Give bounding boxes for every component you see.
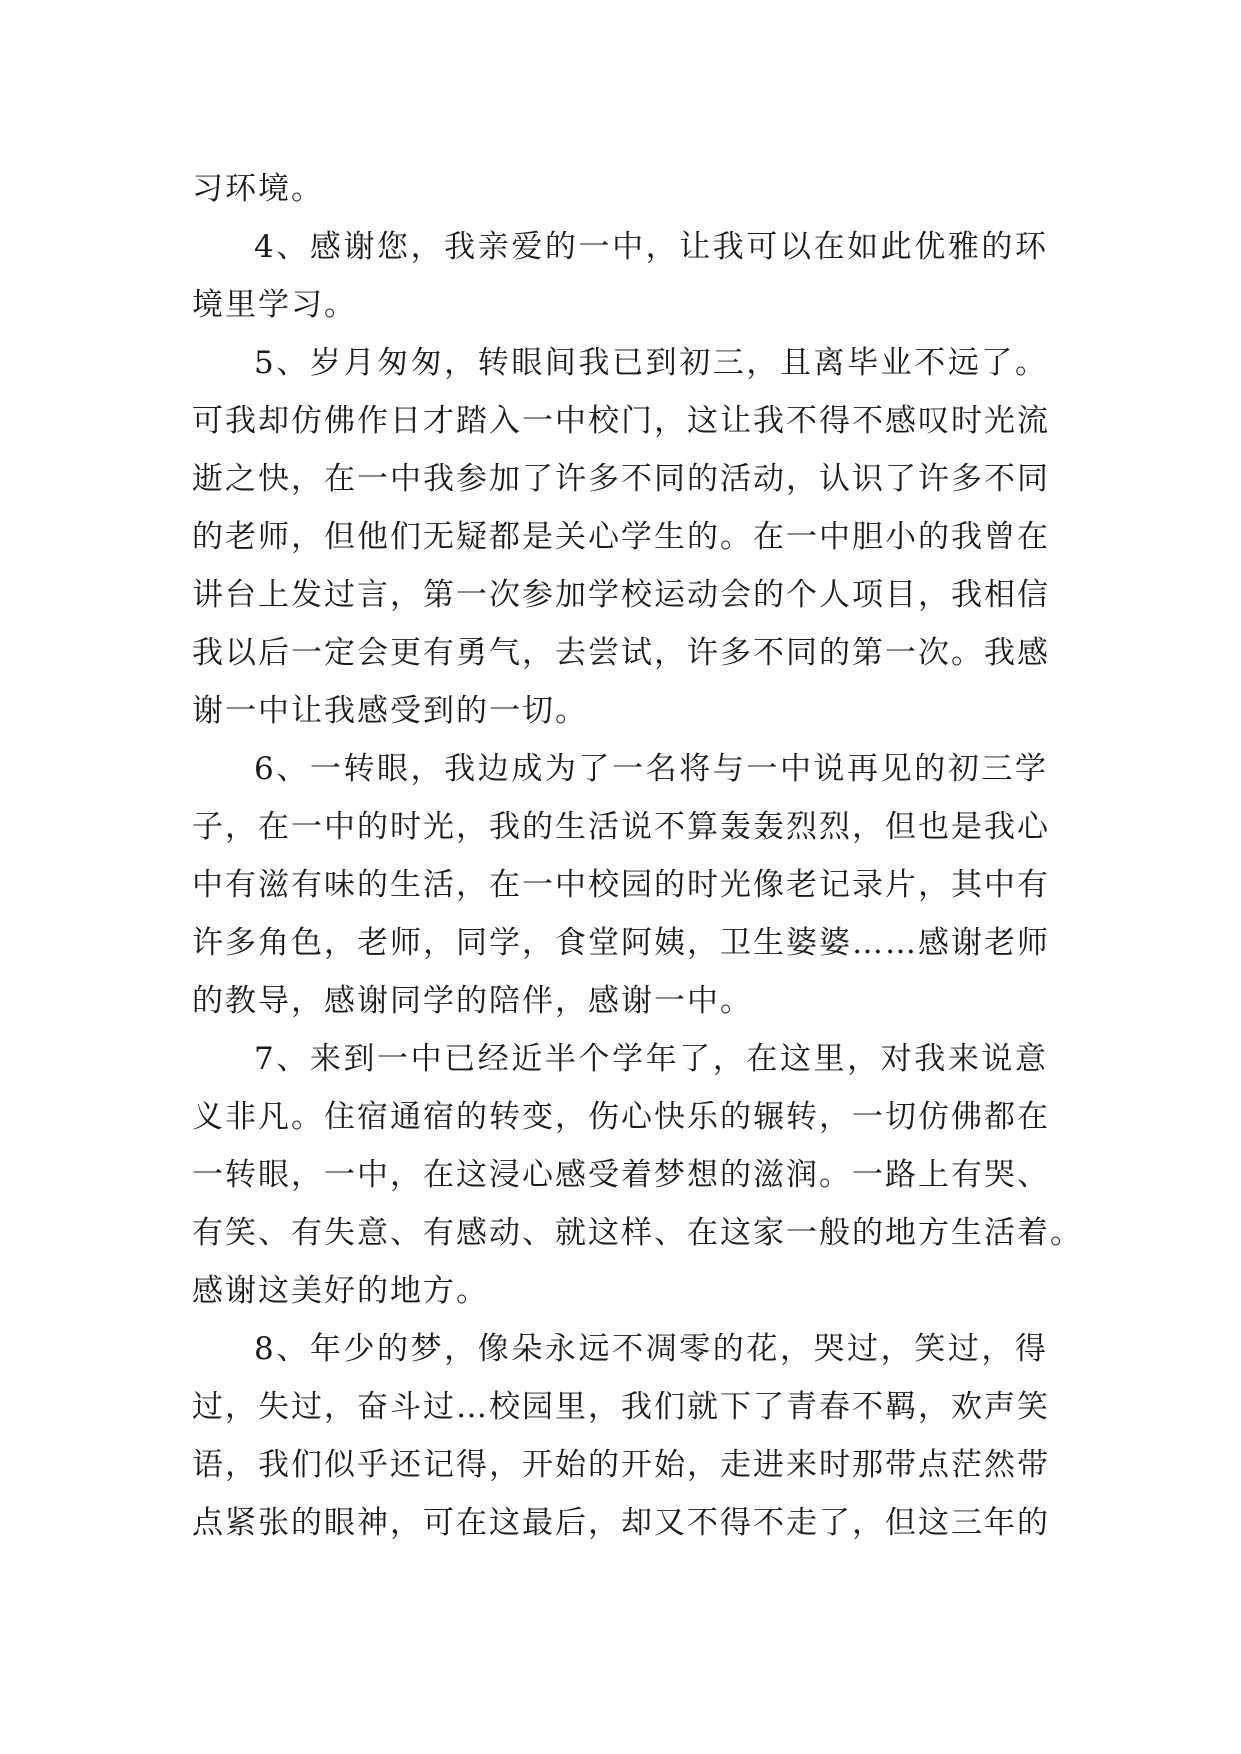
text-line: 的老师，但他们无疑都是关心学生的。在一中胆小的我曾在 xyxy=(192,519,1050,555)
text-line: 感谢这美好的地方。 xyxy=(192,1273,489,1309)
text-line: 我以后一定会更有勇气，去尝试，许多不同的第一次。我感 xyxy=(192,635,1050,671)
text-line: 一转眼，一中，在这浸心感受着梦想的滋润。一路上有哭、 xyxy=(192,1157,1050,1193)
text-line: 可我却仿佛作日才踏入一中校门，这让我不得不感叹时光流 xyxy=(192,403,1050,439)
paragraph-item-7 xyxy=(192,1030,1083,1320)
text-line: 义非凡。住宿通宿的转变，伤心快乐的辗转，一切仿佛都在 xyxy=(192,1099,1050,1135)
text-line: 8、年少的梦，像朵永远不凋零的花，哭过，笑过，得 xyxy=(254,1331,1048,1367)
document-body xyxy=(192,160,1083,1552)
paragraph-item-8 xyxy=(192,1320,1048,1552)
text-line: 境里学习。 xyxy=(192,287,357,323)
text-line: 7、来到一中已经近半个学年了，在这里，对我来说意 xyxy=(254,1041,1048,1077)
text-line: 的教导，感谢同学的陪伴，感谢一中。 xyxy=(192,983,753,1019)
text-line: 习环境。 xyxy=(192,171,324,207)
text-line: 中有滋有味的生活，在一中校园的时光像老记录片，其中有 xyxy=(192,867,1050,903)
text-line: 点紧张的眼神，可在这最后，却又不得不走了，但这三年的 xyxy=(192,1505,1050,1541)
paragraph-item-5 xyxy=(192,334,1048,740)
text-line: 语，我们似乎还记得，开始的开始，走进来时那带点茫然带 xyxy=(192,1447,1050,1483)
text-line: 子，在一中的时光，我的生活说不算轰轰烈烈，但也是我心 xyxy=(192,809,1050,845)
text-line: 谢一中让我感受到的一切。 xyxy=(192,693,588,729)
text-line: 过，失过，奋斗过…校园里，我们就下了青春不羁，欢声笑 xyxy=(192,1389,1050,1425)
text-line: 讲台上发过言，第一次参加学校运动会的个人项目，我相信 xyxy=(192,577,1050,613)
paragraph-item-6 xyxy=(192,740,1048,1030)
text-line: 逝之快，在一中我参加了许多不同的活动，认识了许多不同 xyxy=(192,461,1050,497)
text-line: 6、一转眼，我边成为了一名将与一中说再见的初三学 xyxy=(254,751,1048,787)
paragraph-continuation xyxy=(192,160,1048,218)
text-line: 5、岁月匆匆，转眼间我已到初三，且离毕业不远了。 xyxy=(254,345,1048,381)
text-line: 4、感谢您，我亲爱的一中，让我可以在如此优雅的环 xyxy=(254,229,1048,265)
paragraph-item-4 xyxy=(192,218,1048,334)
text-line: 有笑、有失意、有感动、就这样、在这家一般的地方生活着。 xyxy=(192,1215,1083,1251)
text-line: 许多角色，老师，同学，食堂阿姨，卫生婆婆……感谢老师 xyxy=(192,925,1050,961)
